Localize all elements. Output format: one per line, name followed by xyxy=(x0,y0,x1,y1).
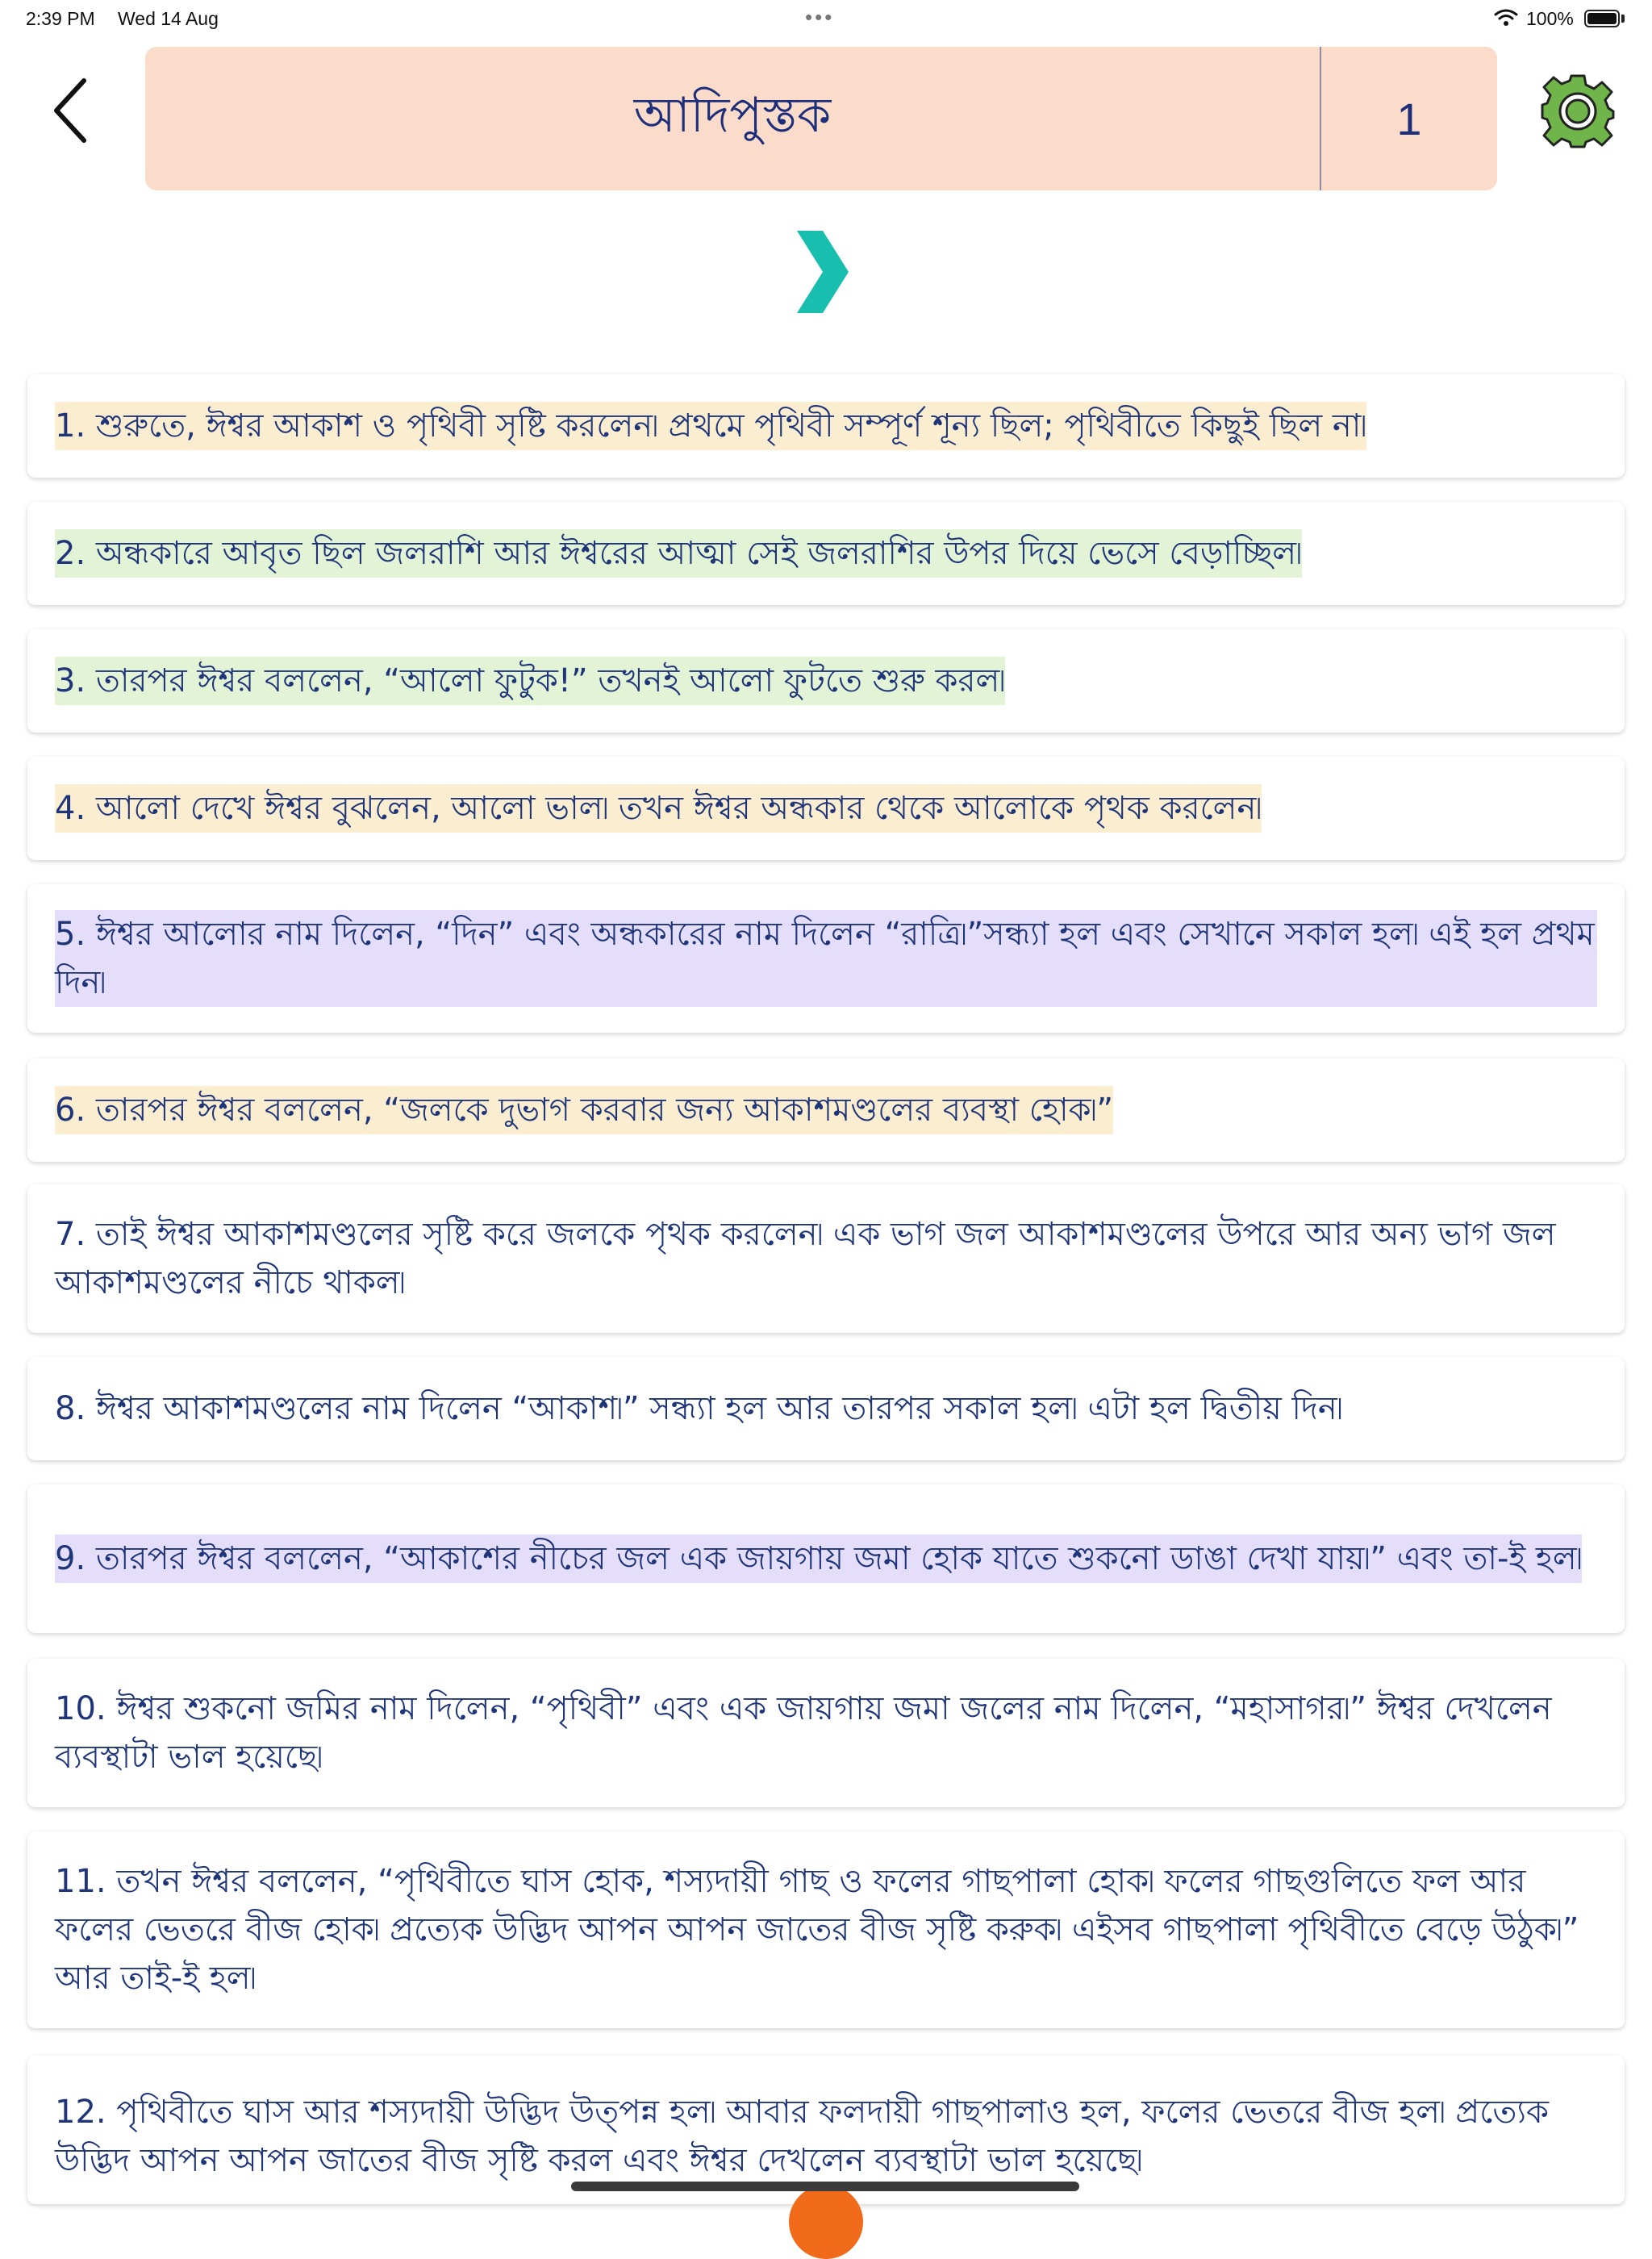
book-title[interactable]: আদিপুস্তক xyxy=(633,87,832,144)
verse-card[interactable] xyxy=(27,1659,1625,1807)
multitasking-dots[interactable]: ••• xyxy=(805,5,835,29)
next-chapter-button[interactable] xyxy=(794,228,852,316)
status-date: Wed 14 Aug xyxy=(118,8,219,29)
home-indicator[interactable] xyxy=(571,2182,1079,2191)
verse-text: 12. পৃথিবীতে ঘাস আর শস্যদায়ী উদ্ভিদ উত্পন্ন হল৷ আবার ফলদায়ী গাছপালাও হল, ফলের ভেতরে বীজ হল৷ প্রত্যেক উদ্ভিদ আপন আপন জাতের বীজ সৃষ্টি করল এবং ঈশ্বর দেখলেন ব্যবস্থাটা ভাল হয়েছে৷ xyxy=(55,2094,1549,2179)
battery-cap xyxy=(1621,15,1625,23)
verse-text: 8. ঈশ্বর আকাশমণ্ডলের নাম দিলেন “আকাশ৷” সন্ধ্যা হল আর তারপর সকাল হল৷ এটা হল দ্বিতীয় দিন৷ xyxy=(55,1390,1343,1427)
verse-card[interactable] xyxy=(27,502,1625,605)
status-time: 2:39 PM xyxy=(26,8,95,29)
verse-text: 6. তারপর ঈশ্বর বললেন, “জলকে দুভাগ করবার জন্য আকাশমণ্ডলের ব্যবস্থা হোক৷” xyxy=(55,1086,1113,1134)
floating-action-button[interactable] xyxy=(789,2185,863,2259)
verse-text: 5. ঈশ্বর আলোর নাম দিলেন, “দিন” এবং অন্ধকারের নাম দিলেন “রাত্রি৷”সন্ধ্যা হল এবং সেখানে সকাল হল৷ এই হল প্রথম দিন৷ xyxy=(55,910,1597,1007)
verse-card[interactable] xyxy=(27,374,1625,478)
battery-icon xyxy=(1584,10,1620,27)
battery-percent: 100% xyxy=(1526,8,1574,29)
back-button[interactable] xyxy=(45,74,102,147)
gear-icon xyxy=(1539,73,1617,150)
wifi-icon xyxy=(1494,8,1518,32)
verse-text: 3. তারপর ঈশ্বর বললেন, “আলো ফুটুক!” তখনই আলো ফুটতে শুরু করল৷ xyxy=(55,657,1005,705)
chevron-right-icon xyxy=(794,228,852,316)
verse-text: 9. তারপর ঈশ্বর বললেন, “আকাশের নীচের জল এক জায়গায় জমা হোক যাতে শুকনো ডাঙা দেখা যায়৷” এবং তা-ই হল৷ xyxy=(55,1535,1582,1583)
verse-text: 2. অন্ধকারে আবৃত ছিল জলরাশি আর ঈশ্বরের আত্মা সেই জলরাশির উপর দিয়ে ভেসে বেড়াচ্ছিল৷ xyxy=(55,529,1302,578)
verse-text: 10. ঈশ্বর শুকনো জমির নাম দিলেন, “পৃথিবী” এবং এক জায়গায় জমা জলের নাম দিলেন, “মহাসাগর৷” ঈশ্বর দেখলেন ব্যবস্থাটা ভাল হয়েছে৷ xyxy=(55,1690,1552,1776)
status-bar xyxy=(0,0,1652,39)
chevron-left-icon xyxy=(45,74,102,147)
verse-card[interactable] xyxy=(27,884,1625,1033)
verse-text: 4. আলো দেখে ঈশ্বর বুঝলেন, আলো ভাল৷ তখন ঈশ্বর অন্ধকার থেকে আলোকে পৃথক করলেন৷ xyxy=(55,784,1262,833)
verse-card[interactable] xyxy=(27,629,1625,733)
verse-text: 7. তাই ঈশ্বর আকাশমণ্ডলের সৃষ্টি করে জলকে পৃথক করলেন৷ এক ভাগ জল আকাশমণ্ডলের উপরে আর অন্য ভাগ জল আকাশমণ্ডলের নীচে থাকল৷ xyxy=(55,1216,1556,1301)
book-chapter-header xyxy=(145,47,1497,190)
verse-card[interactable] xyxy=(27,757,1625,860)
verse-text: 1. শুরুতে, ঈশ্বর আকাশ ও পৃথিবী সৃষ্টি করলেন৷ প্রথমে পৃথিবী সম্পূর্ণ শূন্য ছিল; পৃথিবীতে কিছুই ছিল না৷ xyxy=(55,402,1366,450)
settings-button[interactable] xyxy=(1539,73,1617,150)
verse-card[interactable] xyxy=(27,1357,1625,1460)
verse-card[interactable] xyxy=(27,1831,1625,2028)
verse-card[interactable] xyxy=(27,1059,1625,1162)
verse-text: 11. তখন ঈশ্বর বললেন, “পৃথিবীতে ঘাস হোক, শস্যদায়ী গাছ ও ফলের গাছপালা হোক৷ ফলের গাছগুলিতে ফল আর ফলের ভেতরে বীজ হোক৷ প্রত্যেক উদ্ভিদ আপন আপন জাতের বীজ সৃষ্টি করুক৷ এইসব গাছপালা পৃথিবীতে বেড়ে উঠুক৷” আর তাই-ই হল৷ xyxy=(55,1863,1579,1997)
chapter-number[interactable]: 1 xyxy=(1396,93,1422,144)
verse-card[interactable] xyxy=(27,1484,1625,1633)
verse-card[interactable] xyxy=(27,1184,1625,1333)
